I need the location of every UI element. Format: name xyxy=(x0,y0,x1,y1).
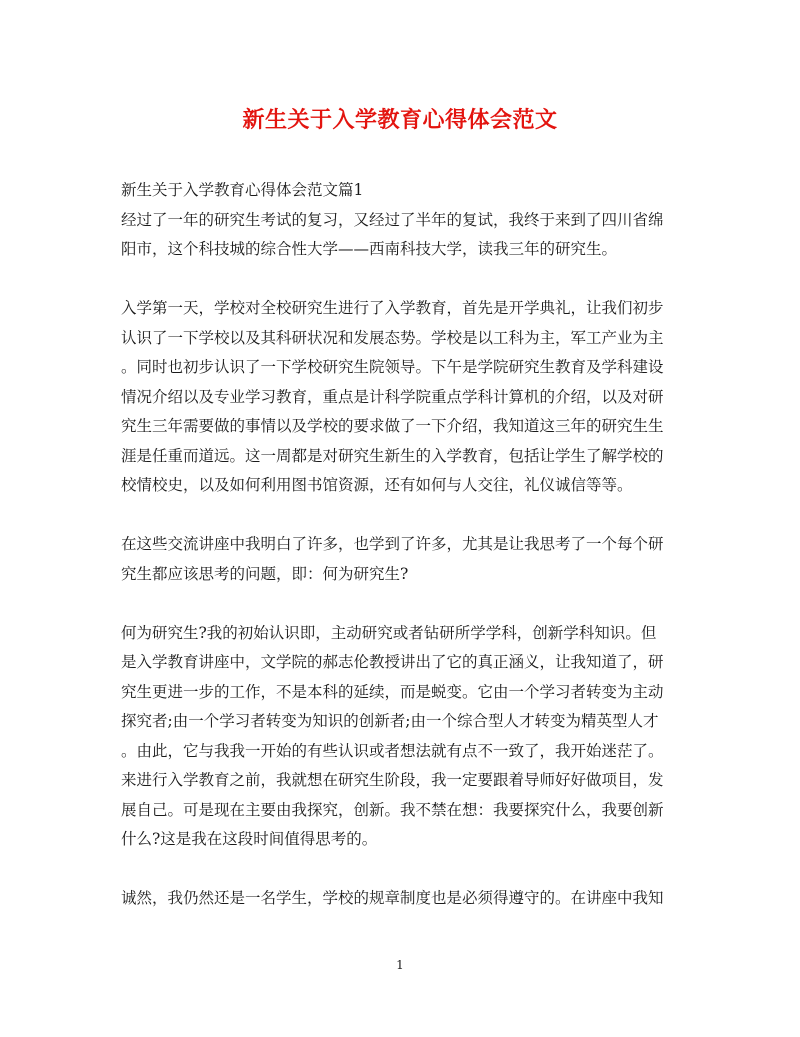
paragraph-3: 在这些交流讲座中我明白了许多，也学到了许多，尤其是让我思考了一个每个研 究生都应该思考的问题，即：何为研究生? xyxy=(121,535,664,583)
paragraph-1: 经过了一年的研究生考试的复习，又经过了半年的复试，我终于来到了四川省绵 阳市，这个科技城的综合性大学——西南科技大学，读我三年的研究生。 xyxy=(121,210,664,258)
paragraph-2: 入学第一天，学校对全校研究生进行了入学教育，首先是开学典礼，让我们初步 认识了一下学校以及其科研状况和发展态势。学校是以工科为主，军工产业为主 。同时也初步认识了一下学校研究生院领导。下午是学院研究生教育及学科建设 情况介绍以及专业学习教育，重点是计科学院重点学科计算机的介绍，以及对研 究生三年需要做的事情以及学校的要求做了一下介绍，我知道这三年的研究生生 涯是任重而道远。这一周都是对研究生新生的入学教育，包括让学生了解学校的 校情校史，以及如何利用图书馆资源，还有如何与人交往，礼仪诚信等等。 xyxy=(121,299,664,494)
document-title: 新生关于入学教育心得体会范文 xyxy=(242,107,558,133)
document-body xyxy=(121,176,682,914)
paragraph-5: 诚然，我仍然还是一名学生，学校的规章制度也是必须得遵守的。在讲座中我知 xyxy=(121,889,664,907)
paragraph-4: 何为研究生?我的初始认识即，主动研究或者钻研所学学科，创新学科知识。但 是入学教育讲座中，文学院的郝志伦教授讲出了它的真正涵义，让我知道了，研 究生更进一步的工作，不是本科的延续，而是蜕变。它由一个学习者转变为主动 探究者;由一个学习者转变为知识的创新者;由一个综合型人才转变为精英型人才 。由此，它与我我一开始的有些认识或者想法就有点不一致了，我开始迷茫了。 来进行入学教育之前，我就想在研究生阶段，我一定要跟着导师好好做项目，发 展自己。可是现在主要由我探究，创新。我不禁在想：我要探究什么，我要创新 什么?这是我在这段时间值得思考的。 xyxy=(121,623,664,848)
section-heading: 新生关于入学教育心得体会范文篇1 xyxy=(121,181,364,199)
page-number: 1 xyxy=(396,958,404,972)
